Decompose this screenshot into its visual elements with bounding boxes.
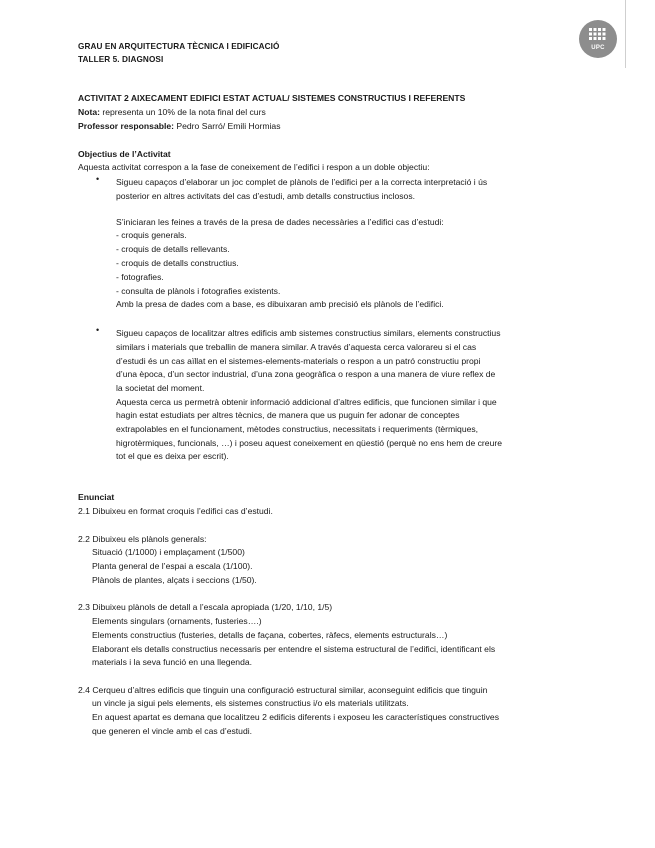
bullet-1-line: S’iniciaran les feines a través de la presa de dades necessàries a l’edifici cas d’estudi: (116, 217, 444, 227)
statement-2-2-item: Situació (1/1000) i emplaçament (1/500) (92, 547, 245, 557)
statement-2-3-item: Elements singulars (ornaments, fusteries….) (92, 616, 262, 626)
bullet-2-line: tot el que es deixa per escrit). (116, 451, 229, 461)
bullet-2-line: d’una època, d’un sector industrial, d’una zona geogràfica o respon a una manera de viure reflex de (116, 369, 496, 379)
note-label: Nota: (78, 107, 100, 117)
statement-2-3-item: materials i la seva funció en una llegenda. (92, 657, 253, 667)
bullet-2-line: Sigueu capaços de localitzar altres edificis amb sistemes constructius similars, elements constructius (116, 328, 501, 338)
statement-2-4-line: En aquest apartat es demana que localitzeu 2 edificis diferents i exposeu les característiques constructives (92, 712, 499, 722)
note-text: representa un 10% de la nota final del curs (102, 107, 266, 117)
objectives-heading: Objectius de l’Activitat (78, 149, 171, 159)
statement-2-3: 2.3 Dibuixeu plànols de detall a l’escala apropiada (1/20, 1/10, 1/5) (78, 602, 333, 612)
document-header (78, 40, 280, 66)
professor-label: Professor responsable: (78, 121, 174, 131)
statement-2-2-item: Planta general de l’espai a escala (1/100). (92, 561, 253, 571)
bullet-1-line: Amb la presa de dades com a base, es dibuixaran amb precisió els plànols de l’edifici. (116, 299, 444, 309)
bullet-2-line: Aquesta cerca us permetrà obtenir informació addicional d’altres edificis, que funcionen similar i que (116, 397, 497, 407)
bullet-1-line: - fotografies. (116, 272, 164, 282)
bullet-2-line: hagin estat estudiats per altres tècnics, de manera que us puguin fer adonar de conceptes (116, 410, 460, 420)
professor-text: Pedro Sarró/ Emili Hormias (176, 121, 281, 131)
bullet-1-line: Sigueu capaços d’elaborar un joc complet de plànols de l’edifici per a la correcta interpretació i ús (116, 177, 488, 187)
bullet-2-line: similars i materials que treballin de manera similar. A través d’aquesta cerca valorareu si el cas (116, 342, 477, 352)
activity-title: ACTIVITAT 2 AIXECAMENT EDIFICI ESTAT ACTUAL/ SISTEMES CONSTRUCTIUS I REFERENTS (78, 93, 466, 103)
bullet-2-line: higrotèrmiques, funcionals, …) i poseu aquest coneixement en qüestió (perquè no ens hem de creure (116, 438, 502, 448)
bullet-2-line: d’estudi és un cas aïllat en el sistemes-elements-materials o respon a un patró constructiu propi (116, 356, 481, 366)
bullet-1-line: - croquis de detalls rellevants. (116, 244, 230, 254)
header-degree: GRAU EN ARQUITECTURA TÈCNICA I EDIFICACIÓ (78, 42, 280, 51)
activity-note (78, 106, 266, 118)
bullet-2: • (96, 325, 100, 335)
objectives-intro: Aquesta activitat correspon a la fase de coneixement de l’edifici i respon a un doble objectiu: (78, 162, 430, 172)
statement-2-3-item: Elaborant els detalls constructius necessaris per entendre el sistema estructural de l’edifici, identificant els (92, 644, 496, 654)
statement-2-2-item: Plànols de plantes, alçats i seccions (1/50). (92, 575, 257, 585)
statement-2-1: 2.1 Dibuixeu en format croquis l’edifici cas d’estudi. (78, 506, 273, 516)
statement-2-2: 2.2 Dibuixeu els plànols generals: (78, 534, 207, 544)
bullet-1-line: - croquis de detalls constructius. (116, 258, 239, 268)
activity-professor (78, 120, 281, 132)
header-divider (625, 0, 626, 68)
statement-2-4: 2.4 Cerqueu d’altres edificis que tinguin una configuració estructural similar, aconseguint edificis que tinguin (78, 685, 488, 695)
bullet-1-line: - consulta de plànols i fotografies existents. (116, 286, 281, 296)
bullet-1: • (96, 174, 100, 184)
statement-2-4-line: que generen el vincle amb el cas d’estudi. (92, 726, 253, 736)
bullet-1-line: posterior en altres activitats del cas d’estudi, amb detalls constructius inclosos. (116, 191, 416, 201)
upc-logo (579, 20, 617, 58)
bullet-1-line: - croquis generals. (116, 230, 187, 240)
bullet-2-line: la societat del moment. (116, 383, 205, 393)
statement-2-4-line: un vincle ja sigui pels elements, els sistemes constructius i/o els materials utilitzats. (92, 698, 409, 708)
header-course: TALLER 5. DIAGNOSI (78, 55, 164, 64)
bullet-2-line: extrapolables en el funcionament, mètodes constructius, necessitats i requeriments (tèrmiques, (116, 424, 479, 434)
logo-text: UPC (591, 45, 605, 51)
statement-2-3-item: Elements constructius (fusteries, detalls de façana, cobertes, ràfecs, elements estructurals…) (92, 630, 448, 640)
statement-heading: Enunciat (78, 492, 115, 502)
